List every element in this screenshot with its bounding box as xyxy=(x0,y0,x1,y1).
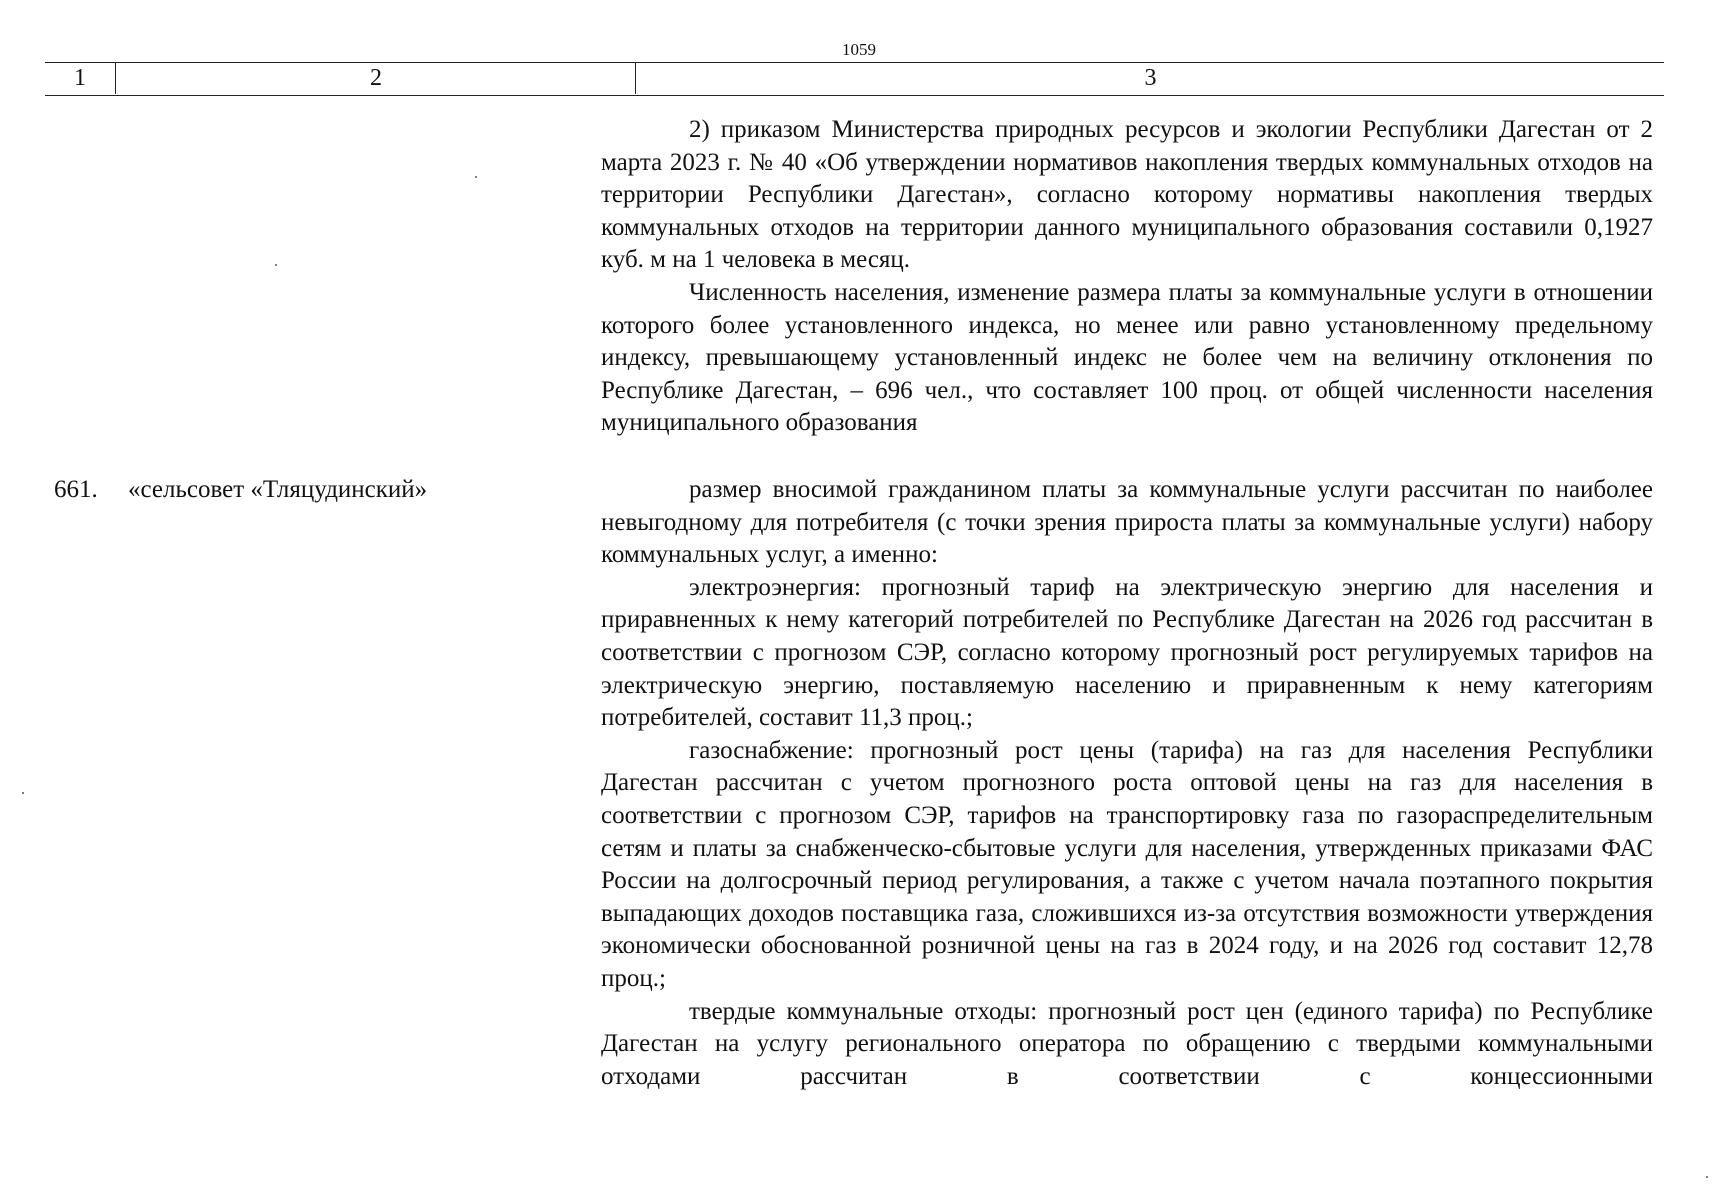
page-number: 1059 xyxy=(842,40,876,59)
column-header-1: 1 xyxy=(74,65,86,91)
paragraph: Численность населения, изменение размера платы за коммунальные услуги в отношении которого более установленного индекса, но менее или равно установленному предельному индексу, превышающему установленный индекс не более чем на величину отклонения по Республике Дагестан, – 696 чел., что составляет 100 проц. от общей численности населения муниципального образования xyxy=(601,278,1653,437)
row-661-text xyxy=(601,474,1653,1093)
paragraph: твердые коммунальные отходы: прогнозный рост цен (единого тарифа) по Республике Дагестан на услугу регионального оператора по обращению с твердыми коммунальными отходами рассчитан в соответствии с концессионными xyxy=(601,997,1653,1090)
paragraph: 2) приказом Министерства природных ресурсов и экологии Республики Дагестан от 2 марта 2023 г. № 40 «Об утверждении нормативов накопления твердых коммунальных отходов на территории Республики Дагестан», согласно которому нормативы накопления твердых коммунальных отходов на территории данного муниципального образования составили 0,1927 куб. м на 1 человека в месяц. xyxy=(601,116,1653,274)
paragraph: электроэнергия: прогнозный тариф на электрическую энергию для населения и приравненных к нему категорий потребителей по Республике Дагестан на 2026 год рассчитан в соответствии с прогнозом СЭР, согласно которому прогнозный рост регулируемых тарифов на электрическую энергию, поставляемую населению и приравненным к нему категориям потребителей, составит 11,3 проц.; xyxy=(601,573,1653,732)
paragraph: размер вносимой гражданином платы за коммунальные услуги рассчитан по наиболее невыгодному для потребителя (с точки зрения прироста платы за коммунальные услуги) набору коммунальных услуг, а именно: xyxy=(601,476,1653,569)
column-header-2: 2 xyxy=(115,63,636,94)
paragraph: газоснабжение: прогнозный рост цены (тарифа) на газ для населения Республики Дагестан рассчитан с учетом прогнозного роста оптовой цены на газ для населения в соответствии с прогнозом СЭР, тарифов на транспортировку газа по газораспределительным сетям и платы за снабженческо-сбытовые услуги для населения, утвержденных приказами ФАС России на долгосрочный период регулирования, а также с учетом начала поэтапного покрытия выпадающих доходов поставщика газа, сложившихся из-за отсутствия возможности утверждения экономически обоснованной розничной цены на газ в 2024 году, и на 2026 год составит 12,78 проц.; xyxy=(601,736,1653,992)
previous-row-text xyxy=(601,114,1653,440)
column-header-3: 3 xyxy=(635,63,1665,94)
scan-speck xyxy=(275,264,277,266)
scan-speck xyxy=(1706,1176,1708,1178)
scan-speck xyxy=(22,792,24,794)
row-number: 661. xyxy=(54,476,98,503)
scan-speck xyxy=(475,176,477,178)
municipality-name: «сельсовет «Тляцудинский» xyxy=(128,476,428,503)
table-header xyxy=(45,62,1664,96)
